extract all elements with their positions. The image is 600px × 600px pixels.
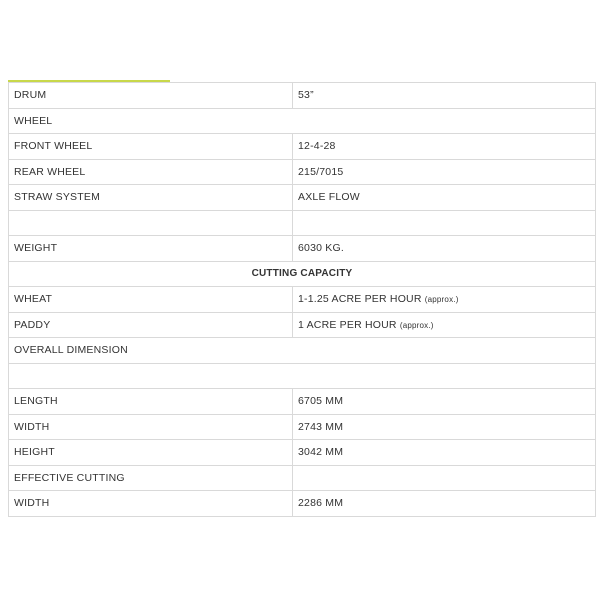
value-text: 1-1.25 ACRE PER HOUR [298,293,422,306]
row-value: 3042 MM [293,440,596,466]
row-label: WHEAT [9,287,293,313]
row-label: FRONT WHEEL [9,134,293,160]
row-value: 6030 KG. [293,236,596,262]
table-row [9,287,596,313]
table-row [9,261,596,287]
row-label: WIDTH [9,491,293,517]
row-label: PADDY [9,312,293,338]
table-row [9,83,596,109]
row-value [293,312,596,338]
row-value: 53” [293,83,596,109]
row-value: 6705 MM [293,389,596,415]
row-label: DRUM [9,83,293,109]
row-label [9,363,596,389]
table-row [9,389,596,415]
table-row [9,108,596,134]
row-value: 2286 MM [293,491,596,517]
table-row [9,185,596,211]
table-row [9,414,596,440]
table-row [9,134,596,160]
table-row [9,491,596,517]
row-value: AXLE FLOW [293,185,596,211]
row-label: EFFECTIVE CUTTING [9,465,293,491]
row-label: STRAW SYSTEM [9,185,293,211]
row-label: OVERALL DIMENSION [9,338,596,364]
row-value: 12-4-28 [293,134,596,160]
row-label: WIDTH [9,414,293,440]
approx-note: (approx.) [424,295,459,305]
table-row [9,465,596,491]
row-label: HEIGHT [9,440,293,466]
row-label: LENGTH [9,389,293,415]
value-text: 1 ACRE PER HOUR [298,318,397,331]
table-row [9,210,596,236]
row-label: WEIGHT [9,236,293,262]
table-row [9,338,596,364]
approx-note: (approx.) [399,320,434,330]
row-label: WHEEL [9,108,596,134]
table-row [9,440,596,466]
row-value [293,210,596,236]
table-row [9,159,596,185]
row-label [9,210,293,236]
row-label: REAR WHEEL [9,159,293,185]
row-value: 2743 MM [293,414,596,440]
section-heading: CUTTING CAPACITY [9,261,596,287]
row-value [293,287,596,313]
row-value: 215/7015 [293,159,596,185]
table-row [9,363,596,389]
row-value [293,465,596,491]
table-row [9,236,596,262]
table-row [9,312,596,338]
spec-table [8,82,596,517]
